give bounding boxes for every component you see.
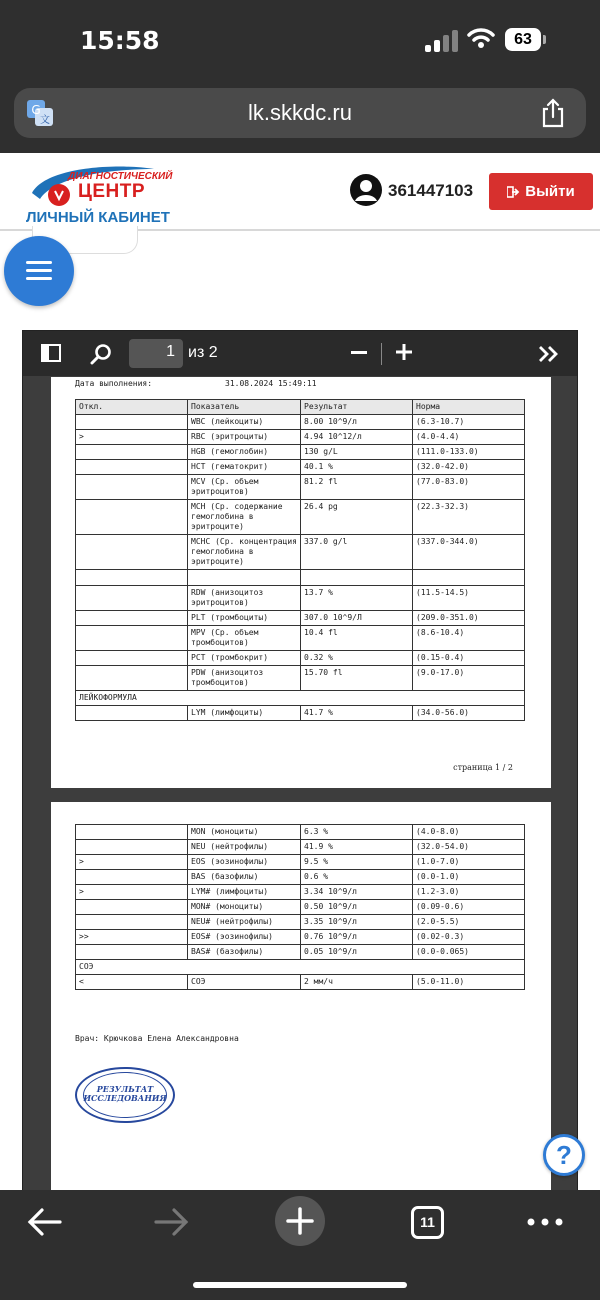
result-cell: 9.5 % — [301, 855, 413, 870]
zoom-out-button[interactable] — [351, 351, 367, 354]
table-row — [76, 500, 525, 535]
logo-subtitle: ЛИЧНЫЙ КАБИНЕТ — [26, 209, 170, 226]
home-indicator — [193, 1282, 407, 1288]
table-row — [76, 611, 525, 626]
table-row — [76, 445, 525, 460]
section-row — [76, 691, 525, 706]
result-cell: 0.05 10^9/л — [301, 945, 413, 960]
norm-cell: (22.3-32.3) — [413, 500, 525, 535]
pdf-viewer[interactable] — [22, 330, 578, 1196]
norm-cell: (4.0-4.4) — [413, 430, 525, 445]
header-deviation: Откл. — [76, 400, 188, 415]
result-cell: 26.4 pg — [301, 500, 413, 535]
toolbar-separator — [381, 343, 382, 365]
deviation-cell — [76, 611, 188, 626]
table-row — [76, 570, 525, 586]
deviation-cell — [76, 825, 188, 840]
table-row — [76, 825, 525, 840]
result-cell: 3.34 10^9/л — [301, 885, 413, 900]
new-tab-button[interactable] — [275, 1196, 325, 1246]
header-norm: Норма — [413, 400, 525, 415]
table-row — [76, 651, 525, 666]
exec-date-value: 31.08.2024 15:49:11 — [225, 379, 317, 388]
result-stamp — [75, 1067, 175, 1123]
logout-icon — [507, 186, 521, 198]
zoom-in-button[interactable] — [395, 343, 413, 361]
section-row — [76, 960, 525, 975]
menu-bar-icon — [26, 261, 52, 264]
indicator-cell: EOS (эозинофилы) — [188, 855, 301, 870]
menu-bar-icon — [26, 269, 52, 272]
indicator-cell: HGB (гемоглобин) — [188, 445, 301, 460]
stamp-line-2: ИССЛЕДОВАНИЯ — [83, 1093, 167, 1103]
indicator-cell: MCH (Ср. содержание гемоглобина в эритроците) — [188, 500, 301, 535]
page-footer: страница 1 / 2 — [453, 763, 513, 772]
browser-bottom-bar — [0, 1190, 600, 1300]
table-row — [76, 945, 525, 960]
wifi-icon — [467, 27, 495, 49]
norm-cell: (0.0-0.065) — [413, 945, 525, 960]
deviation-cell: > — [76, 430, 188, 445]
deviation-cell — [76, 915, 188, 930]
pdf-toolbar — [23, 331, 577, 376]
indicator-cell: PCT (тромбокрит) — [188, 651, 301, 666]
result-cell: 2 мм/ч — [301, 975, 413, 990]
result-cell: 0.6 % — [301, 870, 413, 885]
indicator-cell: BAS# (базофилы) — [188, 945, 301, 960]
norm-cell: (1.2-3.0) — [413, 885, 525, 900]
norm-cell: (34.0-56.0) — [413, 706, 525, 721]
deviation-cell — [76, 666, 188, 691]
table-row — [76, 535, 525, 570]
table-row — [76, 460, 525, 475]
share-icon[interactable] — [540, 98, 566, 128]
table-row — [76, 855, 525, 870]
back-arrow-icon[interactable] — [26, 1207, 62, 1237]
table-row — [76, 840, 525, 855]
result-cell: 3.35 10^9/л — [301, 915, 413, 930]
logout-label: Выйти — [525, 183, 575, 200]
result-cell: 81.2 fl — [301, 475, 413, 500]
section-label: СОЭ — [76, 960, 525, 975]
norm-cell: (32.0-42.0) — [413, 460, 525, 475]
deviation-cell: > — [76, 885, 188, 900]
table-row — [76, 885, 525, 900]
result-cell: 6.3 % — [301, 825, 413, 840]
indicator-cell: MON# (моноциты) — [188, 900, 301, 915]
stamp-line-1: РЕЗУЛЬТАТ — [96, 1084, 154, 1094]
indicator-cell: PDW (анизоцитоз тромбоцитов) — [188, 666, 301, 691]
deviation-cell — [76, 500, 188, 535]
indicator-cell: MCHC (Ср. концентрация гемоглобина в эритроците) — [188, 535, 301, 570]
plus-icon — [275, 1196, 325, 1246]
doctor-name: Врач: Крючкова Елена Александровна — [75, 1034, 239, 1043]
pdf-page-1 — [51, 377, 551, 788]
norm-cell: (6.3-10.7) — [413, 415, 525, 430]
indicator-cell: СОЭ — [188, 975, 301, 990]
deviation-cell: > — [76, 855, 188, 870]
table-row — [76, 915, 525, 930]
norm-cell: (8.6-10.4) — [413, 626, 525, 651]
help-button[interactable]: ? — [543, 1134, 585, 1176]
deviation-cell — [76, 445, 188, 460]
norm-cell: (0.02-0.3) — [413, 930, 525, 945]
norm-cell: (0.09-0.6) — [413, 900, 525, 915]
double-chevron-icon[interactable] — [538, 345, 560, 363]
result-cell: 41.9 % — [301, 840, 413, 855]
result-cell: 0.50 10^9/л — [301, 900, 413, 915]
battery-indicator: 63 — [505, 28, 541, 51]
page-number-input[interactable]: 1 — [129, 339, 183, 368]
indicator-cell: EOS# (эозинофилы) — [188, 930, 301, 945]
result-cell: 15.70 fl — [301, 666, 413, 691]
result-cell: 40.1 % — [301, 460, 413, 475]
site-header — [0, 153, 600, 231]
forward-arrow-icon[interactable] — [154, 1207, 190, 1237]
menu-button[interactable] — [4, 236, 74, 306]
result-cell: 307.0 10^9/Л — [301, 611, 413, 626]
indicator-cell: BAS (базофилы) — [188, 870, 301, 885]
deviation-cell — [76, 535, 188, 570]
result-cell: 0.32 % — [301, 651, 413, 666]
table-row — [76, 975, 525, 990]
result-cell: 337.0 g/l — [301, 535, 413, 570]
norm-cell: (337.0-344.0) — [413, 535, 525, 570]
indicator-cell: RBC (эритроциты) — [188, 430, 301, 445]
table-row — [76, 586, 525, 611]
user-account-icon[interactable] — [349, 173, 383, 207]
signal-icon — [425, 30, 457, 52]
exec-date-label: Дата выполнения: — [75, 379, 153, 388]
table-header-row — [76, 400, 525, 415]
address-bar[interactable] — [14, 88, 586, 138]
norm-cell — [413, 570, 525, 586]
deviation-cell: >> — [76, 930, 188, 945]
norm-cell: (1.0-7.0) — [413, 855, 525, 870]
result-cell — [301, 570, 413, 586]
table-row — [76, 930, 525, 945]
deviation-cell — [76, 945, 188, 960]
pdf-page-2 — [51, 802, 551, 1194]
deviation-cell — [76, 570, 188, 586]
header-indicator: Показатель — [188, 400, 301, 415]
indicator-cell: MON (моноциты) — [188, 825, 301, 840]
deviation-cell — [76, 651, 188, 666]
norm-cell: (111.0-133.0) — [413, 445, 525, 460]
url-text[interactable]: lk.skkdc.ru — [248, 100, 352, 125]
sidebar-toggle-icon[interactable] — [41, 344, 61, 362]
table-row — [76, 870, 525, 885]
result-cell: 10.4 fl — [301, 626, 413, 651]
norm-cell: (11.5-14.5) — [413, 586, 525, 611]
section-label: ЛЕЙКОФОРМУЛА — [76, 691, 525, 706]
page-count-label: из 2 — [188, 344, 218, 361]
indicator-cell: NEU# (нейтрофилы) — [188, 915, 301, 930]
logout-button[interactable] — [489, 173, 593, 210]
table-row — [76, 415, 525, 430]
header-result: Результат — [301, 400, 413, 415]
indicator-cell: HCT (гематокрит) — [188, 460, 301, 475]
table-body-page2 — [76, 825, 525, 990]
table-row — [76, 626, 525, 651]
table-body-page1 — [76, 415, 525, 721]
user-id[interactable]: 361447103 — [388, 181, 474, 200]
result-cell: 0.76 10^9/л — [301, 930, 413, 945]
menu-bar-icon — [26, 277, 52, 280]
indicator-cell: MPV (Ср. объем тромбоцитов) — [188, 626, 301, 651]
table-row — [76, 666, 525, 691]
results-table-page2 — [75, 824, 525, 990]
table-row — [76, 900, 525, 915]
norm-cell: (9.0-17.0) — [413, 666, 525, 691]
norm-cell: (0.0-1.0) — [413, 870, 525, 885]
status-time: 15:58 — [80, 26, 160, 55]
indicator-cell: WBC (лейкоциты) — [188, 415, 301, 430]
indicator-cell — [188, 570, 301, 586]
indicator-cell: LYM# (лимфоциты) — [188, 885, 301, 900]
deviation-cell — [76, 840, 188, 855]
deviation-cell — [76, 706, 188, 721]
result-cell: 41.7 % — [301, 706, 413, 721]
results-table-page1 — [75, 399, 525, 721]
norm-cell: (5.0-11.0) — [413, 975, 525, 990]
deviation-cell — [76, 870, 188, 885]
result-cell: 4.94 10^12/л — [301, 430, 413, 445]
norm-cell: (32.0-54.0) — [413, 840, 525, 855]
tabs-button[interactable]: 11 — [411, 1206, 444, 1239]
site-logo[interactable] — [26, 161, 176, 231]
indicator-cell: RDW (анизоцитоз эритроцитов) — [188, 586, 301, 611]
battery-tip — [543, 35, 546, 44]
result-cell: 13.7 % — [301, 586, 413, 611]
browser-chrome — [0, 80, 600, 153]
svg-text:文: 文 — [40, 115, 50, 126]
table-row — [76, 430, 525, 445]
status-bar — [0, 0, 600, 80]
result-cell: 8.00 10^9/л — [301, 415, 413, 430]
deviation-cell — [76, 626, 188, 651]
indicator-cell: LYM (лимфоциты) — [188, 706, 301, 721]
search-icon[interactable] — [90, 343, 112, 365]
logo-small-text: ДИАГНОСТИЧЕСКИЙ — [68, 171, 173, 182]
norm-cell: (2.0-5.5) — [413, 915, 525, 930]
norm-cell: (209.0-351.0) — [413, 611, 525, 626]
deviation-cell: < — [76, 975, 188, 990]
deviation-cell — [76, 415, 188, 430]
deviation-cell — [76, 460, 188, 475]
table-row — [76, 475, 525, 500]
table-row — [76, 706, 525, 721]
norm-cell: (0.15-0.4) — [413, 651, 525, 666]
result-cell: 130 g/L — [301, 445, 413, 460]
indicator-cell: PLT (тромбоциты) — [188, 611, 301, 626]
indicator-cell: MCV (Ср. объем эритроцитов) — [188, 475, 301, 500]
svg-text:G: G — [31, 103, 41, 117]
deviation-cell — [76, 586, 188, 611]
norm-cell: (77.0-83.0) — [413, 475, 525, 500]
logo-big-text: ЦЕНТР — [78, 181, 146, 202]
deviation-cell — [76, 900, 188, 915]
deviation-cell — [76, 475, 188, 500]
norm-cell: (4.0-8.0) — [413, 825, 525, 840]
more-dots-icon[interactable] — [527, 1218, 563, 1226]
indicator-cell: NEU (нейтрофилы) — [188, 840, 301, 855]
